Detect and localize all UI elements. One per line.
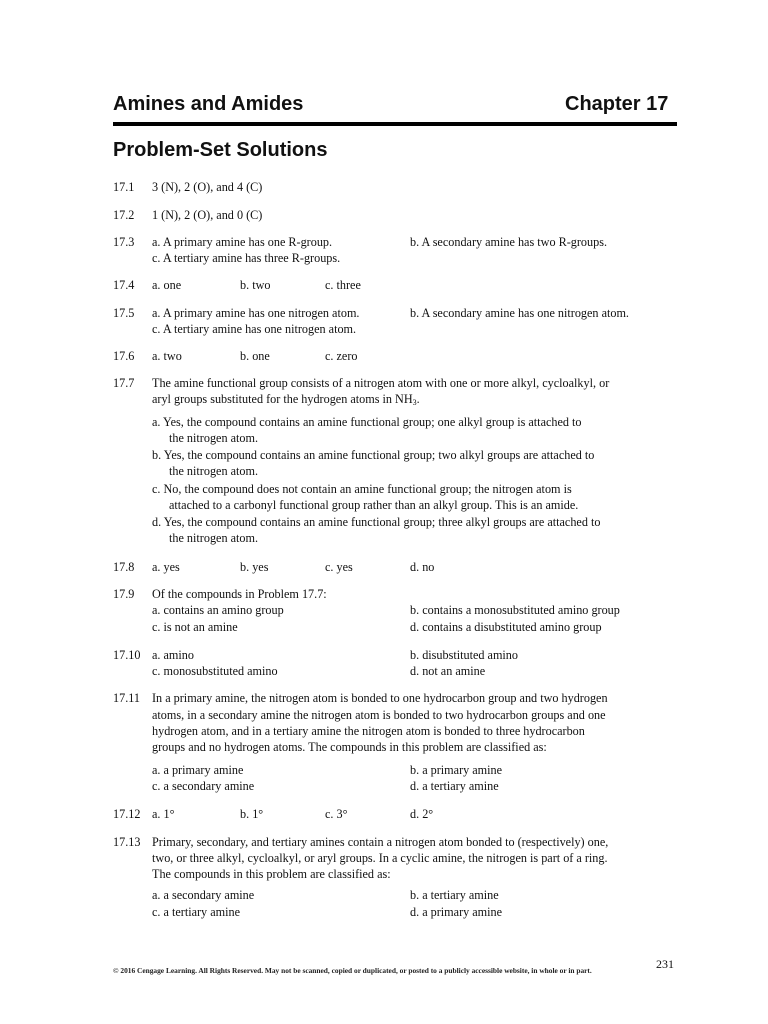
intro-line: Primary, secondary, and tertiary amines contain a nitrogen atom bonded to (respectively) one, — [152, 835, 609, 849]
page-number: 231 — [656, 957, 674, 971]
answer-b: b. yes — [240, 560, 269, 574]
answer-b: b. Yes, the compound contains an amine functional group; two alkyl groups are attached to — [152, 448, 595, 462]
problem-number: 17.13 — [113, 835, 141, 849]
answer-a: a. 1° — [152, 807, 175, 821]
answer-b: b. A secondary amine has two R-groups. — [410, 235, 607, 249]
answer-d: d. Yes, the compound contains an amine functional group; three alkyl groups are attached to — [152, 515, 601, 529]
intro-line: atoms, in a secondary amine the nitrogen atom is bonded to two hydrocarbon groups and one — [152, 708, 606, 722]
answer-text: 1 (N), 2 (O), and 0 (C) — [152, 208, 263, 222]
intro-line: In a primary amine, the nitrogen atom is bonded to one hydrocarbon group and two hydrogen — [152, 691, 608, 705]
problem-number: 17.8 — [113, 560, 135, 574]
answer-c: c. No, the compound does not contain an amine functional group; the nitrogen atom is — [152, 482, 572, 496]
answer-c: c. three — [325, 278, 361, 292]
answer-d: d. a tertiary amine — [410, 779, 499, 793]
answer-c: c. 3° — [325, 807, 348, 821]
problem-number: 17.10 — [113, 648, 141, 662]
answer-a: a. Yes, the compound contains an amine functional group; one alkyl group is attached to — [152, 415, 582, 429]
answer-a: a. a primary amine — [152, 763, 244, 777]
answer-c: c. yes — [325, 560, 353, 574]
problem-number: 17.5 — [113, 306, 135, 320]
answer-b: b. a tertiary amine — [410, 888, 499, 902]
answer-c: c. is not an amine — [152, 620, 238, 634]
section-title: Problem-Set Solutions — [113, 139, 328, 161]
answer-a: a. A primary amine has one R-group. — [152, 235, 333, 249]
answer-c: c. A tertiary amine has three R-groups. — [152, 251, 341, 265]
problem-number: 17.9 — [113, 587, 135, 601]
answer-b-cont: the nitrogen atom. — [169, 464, 259, 478]
answer-a-cont: the nitrogen atom. — [169, 431, 259, 445]
intro-line: hydrogen atom, and in a tertiary amine the nitrogen atom is bonded to three hydrocarbon — [152, 724, 585, 738]
answer-d: d. 2° — [410, 807, 434, 821]
answer-b: b. A secondary amine has one nitrogen atom. — [410, 306, 629, 320]
answer-a: a. yes — [152, 560, 180, 574]
problem-number: 17.12 — [113, 807, 141, 821]
answer-d: d. contains a disubstituted amino group — [410, 620, 602, 634]
answer-a: a. amino — [152, 648, 194, 662]
answer-a: a. two — [152, 349, 182, 363]
answer-c-cont: attached to a carbonyl functional group rather than an alkyl group. This is an amide. — [169, 498, 579, 512]
answer-d-cont: the nitrogen atom. — [169, 531, 259, 545]
answer-b: b. contains a monosubstituted amino group — [410, 603, 620, 617]
problem-number: 17.2 — [113, 208, 135, 222]
intro-line: groups and no hydrogen atoms. The compounds in this problem are classified as: — [152, 740, 547, 754]
answer-d: d. no — [410, 560, 435, 574]
copyright-footer: © 2016 Cengage Learning. All Rights Reserved. May not be scanned, copied or duplicated, or posted to a publicly accessible website, in whole or in part. — [113, 966, 592, 975]
intro-line: two, or three alkyl, cycloalkyl, or aryl groups. In a cyclic amine, the nitrogen is part of a ring. — [152, 851, 608, 865]
answer-b: b. one — [240, 349, 270, 363]
problem-number: 17.6 — [113, 349, 135, 363]
answer-d: d. not an amine — [410, 664, 486, 678]
answer-a: a. one — [152, 278, 182, 292]
answer-c: c. a secondary amine — [152, 779, 255, 793]
answer-b: b. two — [240, 278, 271, 292]
answer-b: b. 1° — [240, 807, 264, 821]
intro-line: The compounds in this problem are classified as: — [152, 867, 391, 881]
answer-c: c. zero — [325, 349, 358, 363]
intro-line: Of the compounds in Problem 17.7: — [152, 587, 327, 601]
answer-c: c. a tertiary amine — [152, 905, 240, 919]
answer-text: 3 (N), 2 (O), and 4 (C) — [152, 180, 263, 194]
answer-b: b. disubstituted amino — [410, 648, 518, 662]
problem-number: 17.3 — [113, 235, 135, 249]
header-rule — [113, 122, 677, 126]
problem-number: 17.7 — [113, 376, 135, 390]
answer-a: a. A primary amine has one nitrogen atom. — [152, 306, 360, 320]
chapter-title: Amines and Amides — [113, 93, 304, 115]
intro-line: The amine functional group consists of a nitrogen atom with one or more alkyl, cycloalkyl, or — [152, 376, 610, 390]
intro-line: aryl groups substituted for the hydrogen atoms in $NH_3$. — [152, 392, 420, 407]
answer-c: c. monosubstituted amino — [152, 664, 278, 678]
answer-d: d. a primary amine — [410, 905, 503, 919]
problem-number: 17.1 — [113, 180, 135, 194]
answer-c: c. A tertiary amine has one nitrogen atom. — [152, 322, 357, 336]
answer-a: a. a secondary amine — [152, 888, 255, 902]
answer-b: b. a primary amine — [410, 763, 503, 777]
chapter-number: Chapter 17 — [565, 93, 669, 115]
problem-number: 17.11 — [113, 691, 140, 705]
problem-number: 17.4 — [113, 278, 135, 292]
answer-a: a. contains an amino group — [152, 603, 284, 617]
